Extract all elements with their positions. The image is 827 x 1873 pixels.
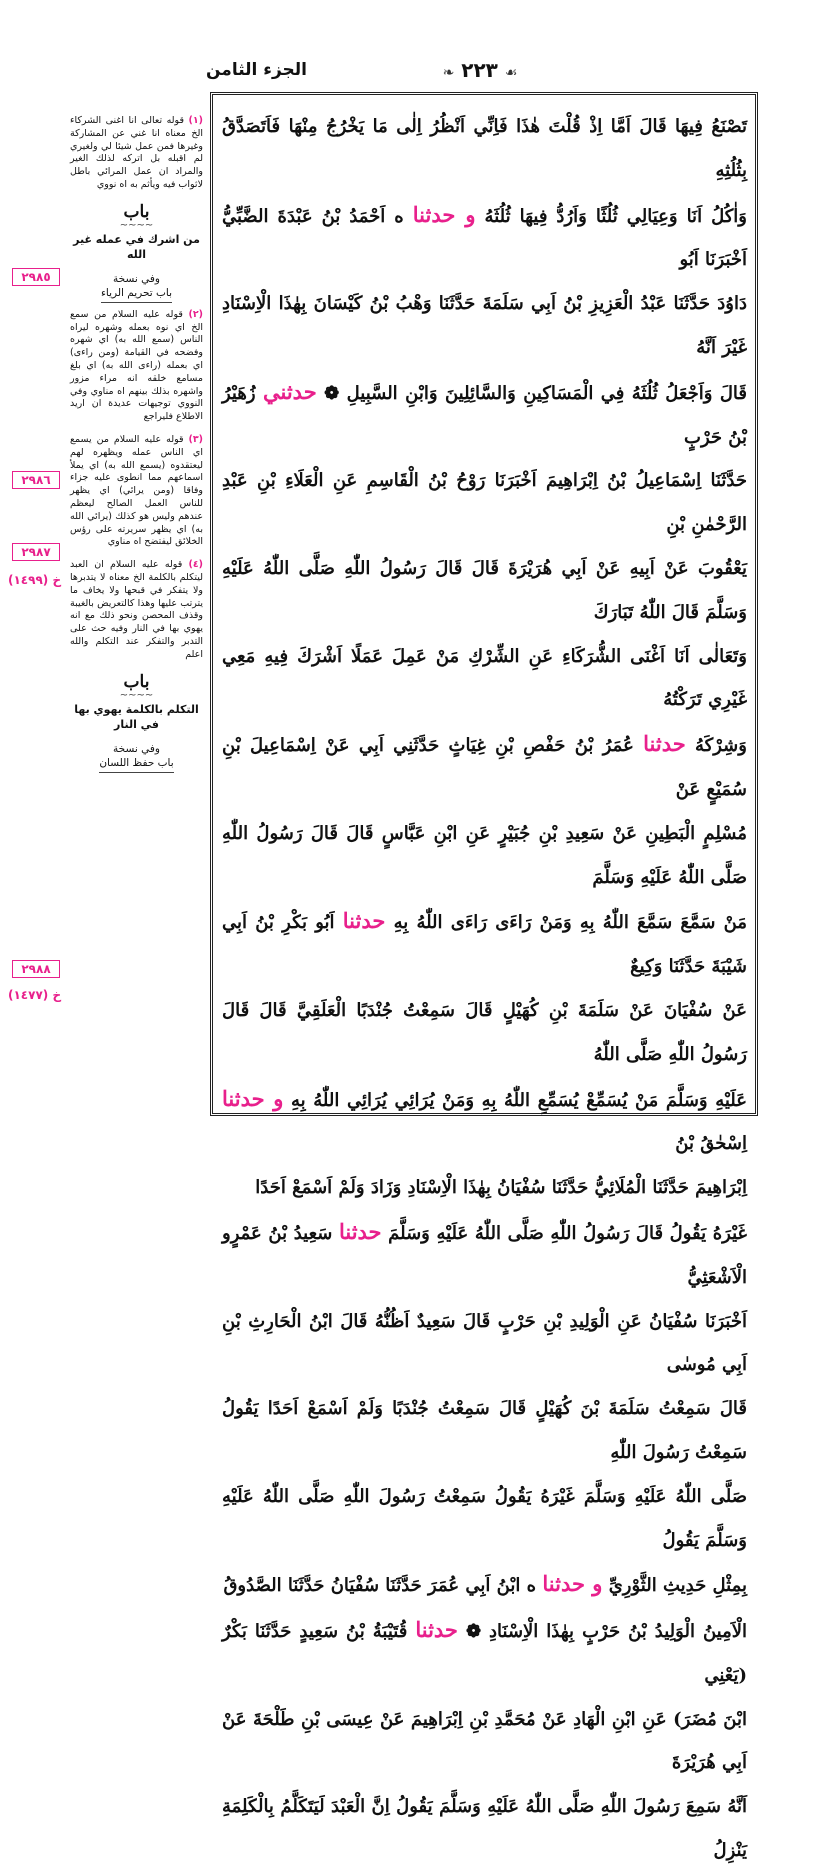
- line-text: اَخْبَرَنَا سُفْيَانُ عَنِ الْوَلِيدِ بْنِ حَرْبٍ قَالَ سَعِيدٌ اَظُنُّهُ قَالَ ابْنُ الْحَارِثِ بْنِ اَبِي مُوسٰى: [222, 1310, 747, 1376]
- footnote-number: (٢): [188, 308, 203, 320]
- text-line: [222, 989, 747, 1077]
- alt-hadith-number: خ (١٤٩٩): [8, 573, 62, 587]
- narration-marker: حدثنا: [338, 1218, 382, 1244]
- line-text: ه اَحْمَدُ بْنُ عَبْدَةَ الضَّبِّيُّ اَخْبَرَنَا اَبُو: [222, 205, 747, 271]
- text-line: [222, 1077, 747, 1167]
- hadith-text: [222, 105, 747, 1873]
- ornament-right-icon: ☙: [504, 65, 518, 81]
- line-text: قَالَ وَاَجْعَلُ ثُلُثَهُ فِي الْمَسَاكِينِ وَالسَّائِلِينَ وَابْنِ السَّبِيلِ ❁: [324, 382, 747, 404]
- footnote-text: قوله تعالى انا اغنى الشركاء الخ معناه انا غني عن المشاركة وغيرها فمن عمل شيئا لي ولغيري لم اقبله بل اتركه لذلك الغير والمراد ان عمل المرائي باطل لاثواب فيه ويأثم به اه نووي: [70, 115, 203, 190]
- text-line: [222, 635, 747, 723]
- alt-label: وفي نسخة: [113, 742, 160, 755]
- hadith-number-box: ٢٩٨٦: [12, 471, 60, 489]
- line-text: اَبُو بَكْرِ بْنُ اَبِي شَيْبَةَ حَدَّثَنَا وَكِيعٌ: [222, 912, 747, 978]
- text-line: [222, 1166, 747, 1210]
- text-line: [222, 1475, 747, 1563]
- text-line: [222, 547, 747, 635]
- bab-heading: باب: [123, 201, 150, 222]
- text-line: [222, 899, 747, 989]
- line-text: وَشِرْكَهُ: [695, 735, 747, 757]
- text-line: [222, 193, 747, 283]
- alt-label: وفي نسخة: [113, 272, 160, 285]
- line-text: عَنْ سُفْيَانَ عَنْ سَلَمَةَ بْنِ كُهَيْلٍ قَالَ سَمِعْتُ جُنْدَبًا الْعَلَقِيَّ قَالَ قَالَ رَسُولُ اللّٰهِ صَلَّى اللّٰهُ: [222, 999, 747, 1065]
- text-line: [222, 105, 747, 193]
- line-text: دَاوُدَ حَدَّثَنَا عَبْدُ الْعَزِيزِ بْنُ اَبِي سَلَمَةَ حَدَّثَنَا وَهْبُ بْنُ كَيْسَانَ بِهٰذَا الْاِسْنَادِ غَيْرَ اَنَّهُ: [222, 293, 747, 358]
- line-text: مَنْ سَمَّعَ سَمَّعَ اللّٰهُ بِهِ وَمَنْ رَاءَى رَاءَى اللّٰهُ بِهِ: [393, 912, 747, 934]
- line-text: بِمِثْلِ حَدِيثِ الثَّوْرِيِّ: [608, 1575, 747, 1597]
- line-text: وَتَعَالٰى اَنَا اَغْنَى الشُّرَكَاءِ عَنِ الشِّرْكِ مَنْ عَمِلَ عَمَلًا اَشْرَكَ فِيهِ مَعِي غَيْرِي تَرَكْتُهُ: [222, 645, 747, 711]
- bab-title: من اشرك في عمله غير الله: [73, 232, 200, 261]
- footnote-number: (١): [188, 115, 203, 126]
- narration-marker: حدثنا: [342, 908, 386, 934]
- narration-marker: حدثني: [263, 378, 317, 404]
- line-text: اَنَّهُ سَمِعَ رَسُولَ اللّٰهِ صَلَّى اللّٰهُ عَلَيْهِ وَسَلَّمَ يَقُولُ اِنَّ الْعَبْدَ لَيَتَكَلَّمُ بِالْكَلِمَةِ يَنْزِلُ: [222, 1796, 747, 1862]
- alt-title: باب تحريم الرياء: [101, 286, 172, 303]
- footnote-number: (٣): [188, 433, 203, 445]
- line-text: يَعْقُوبَ عَنْ اَبِيهِ عَنْ اَبِي هُرَيْرَةَ قَالَ قَالَ رَسُولُ اللّٰهِ صَلَّى اللّٰهُ عَلَيْهِ وَسَلَّمَ قَالَ اللّٰهُ تَبَارَكَ: [222, 557, 747, 623]
- line-text: تَصْنَعُ فِيهَا قَالَ اَمَّا اِذْ قُلْتَ هٰذَا فَاِنِّي اَنْظُرُ اِلٰى مَا يَخْرُجُ مِنْهَا فَاَتَصَدَّقُ بِثُلُثِهِ: [222, 116, 747, 181]
- text-line: [222, 1785, 747, 1873]
- ornament-left-icon: ❧: [442, 65, 455, 81]
- footnote-text: قوله عليه السلام من سمع الخ اي نوه بعمله وشهره ليراه الناس (سمع الله به) اي شهره وفضحه في القيامة (ومن راءى) اي بعمله (راءى الله به) اي بلغ مسامع خلقه انه مراء مزور واشهره بذلك بينهم اه مناوي وفي النووي توجيهات عديدة ان اريد الاطلاع فليراجع: [70, 308, 203, 423]
- text-line: [222, 459, 747, 547]
- line-text: صَلَّى اللّٰهُ عَلَيْهِ وَسَلَّمَ غَيْرَهُ يَقُولُ سَمِعْتُ رَسُولَ اللّٰهِ صَلَّى اللّٰهُ عَلَيْهِ وَسَلَّمَ يَقُولُ: [222, 1485, 747, 1551]
- narration-marker: حدثنا: [415, 1617, 458, 1643]
- line-text: عَلَيْهِ وَسَلَّمَ مَنْ يُسَمِّعْ يُسَمِّعِ اللّٰهُ بِهِ وَمَنْ يُرَائِي يُرَائِي اللّٰهُ بِهِ: [290, 1089, 747, 1111]
- line-text: مُسْلِمٍ الْبَطِينِ عَنْ سَعِيدِ بْنِ جُبَيْرٍ عَنِ ابْنِ عَبَّاسٍ قَالَ قَالَ رَسُولُ اللّٰهِ صَلَّى اللّٰهُ عَلَيْهِ وَسَلَّمَ: [222, 822, 747, 888]
- text-line: [222, 1608, 747, 1698]
- text-line: [222, 282, 747, 370]
- line-text: زُهَيْرُ بْنُ حَرْبٍ: [222, 382, 747, 448]
- hadith-number-box: ٢٩٨٥: [12, 268, 60, 286]
- hadith-number-box: ٢٩٨٧: [12, 543, 60, 561]
- line-text: حَدَّثَنَا اِسْمَاعِيلُ بْنُ اِبْرَاهِيمَ اَخْبَرَنَا رَوْحُ بْنُ الْقَاسِمِ عَنِ الْعَلَاءِ بْنِ عَبْدِ الرَّحْمٰنِ بْنِ: [222, 470, 747, 536]
- line-text: غَيْرَهُ يَقُولُ قَالَ رَسُولُ اللّٰهِ صَلَّى اللّٰهُ عَلَيْهِ وَسَلَّمَ: [388, 1222, 747, 1244]
- part-title: الجزء الثامن: [206, 60, 308, 80]
- section-1: [70, 202, 203, 303]
- text-line: [222, 370, 747, 460]
- divider: ~~~~: [119, 689, 154, 701]
- line-text: الْاَمِينُ الْوَلِيدُ بْنُ حَرْبٍ بِهٰذَا الْاِسْنَادِ ❁: [465, 1621, 747, 1643]
- alt-version: [70, 742, 203, 773]
- line-text: اِسْحٰقُ بْنُ: [675, 1133, 747, 1155]
- footnote-4: [70, 559, 203, 661]
- narration-marker: حدثنا: [643, 731, 686, 757]
- alt-hadith-number: خ (١٤٧٧): [8, 988, 62, 1002]
- line-text: ابْنَ مُضَرَ) عَنِ ابْنِ الْهَادِ عَنْ مُحَمَّدِ بْنِ اِبْرَاهِيمَ عَنْ عِيسَى بْنِ طَلْحَةَ عَنْ اَبِي هُرَيْرَةَ: [222, 1708, 747, 1774]
- line-text: سَعِيدُ بْنُ عَمْرٍو الْاَشْعَثِيُّ: [222, 1222, 747, 1288]
- footnote-2: [70, 309, 203, 424]
- line-text: ه ابْنُ اَبِي عُمَرَ حَدَّثَنَا سُفْيَانُ حَدَّثَنَا الصَّدُوقُ: [223, 1575, 537, 1597]
- line-text: عُمَرُ بْنُ حَفْصِ بْنِ غِيَاثٍ حَدَّثَنِي اَبِي عَنْ اِسْمَاعِيلَ بْنِ سُمَيْعٍ عَنْ: [222, 735, 747, 800]
- section-2: [70, 672, 203, 773]
- narration-marker: و حدثنا: [222, 1085, 284, 1111]
- margin-column: [70, 115, 203, 779]
- hadith-number-box: ٢٩٨٨: [12, 960, 60, 978]
- text-line: [222, 1300, 747, 1388]
- alt-version: [70, 272, 203, 303]
- text-line: [222, 722, 747, 812]
- footnote-1: [70, 115, 203, 192]
- footnote-text: قوله عليه السلام من يسمع اي الناس عمله ويظهره لهم ليعتقدوه (يسمع الله به) اي يملأ اسماعهم مما انطوى عليه جزاء وفاقا (ومن يرائي) اي يظهر للناس العمل الصالح ليعظم عندهم وليس هو كذلك (يرائي الله به) اي يظهر سريرته على رؤس الخلائق ليفتضح اه مناوي: [70, 433, 203, 548]
- alt-title: باب حفظ اللسان: [99, 756, 173, 773]
- footnote-number: (٤): [188, 559, 203, 571]
- narration-marker: و حدثنا: [542, 1571, 603, 1597]
- line-text: اِبْرَاهِيمَ حَدَّثَنَا الْمُلَائِيُّ حَدَّثَنَا سُفْيَانُ بِهٰذَا الْاِسْنَادِ وَزَادَ وَلَمْ اَسْمَعْ اَحَدًا: [255, 1177, 747, 1199]
- bab-title: التكلم بالكلمة يهوي بها في النار: [74, 702, 199, 731]
- text-line: [222, 812, 747, 900]
- text-line: [222, 1562, 747, 1608]
- text-line: [222, 1210, 747, 1300]
- text-line: [222, 1387, 747, 1475]
- page-number: [420, 58, 540, 82]
- footnote-3: [70, 434, 203, 549]
- divider: ~~~~: [119, 219, 154, 231]
- line-text: قَالَ سَمِعْتُ سَلَمَةَ بْنَ كُهَيْلٍ قَالَ سَمِعْتُ جُنْدَبًا وَلَمْ اَسْمَعْ اَحَدًا يَقُولُ سَمِعْتُ رَسُولَ اللّٰهِ: [222, 1398, 747, 1463]
- text-line: [222, 1698, 747, 1786]
- line-text: قُتَيْبَةُ بْنُ سَعِيدٍ حَدَّثَنَا بَكْرٌ (يَعْنِي: [222, 1621, 747, 1686]
- footnote-text: قوله عليه السلام ان العبد ليتكلم بالكلمة الخ معناه لا يتدبرها ولا يتفكر في قبحها ولا يخاف ما يترتب عليها وهذا كالتعريض بالغيبة وقذف المحصن ونحو ذلك مع انه يهوي بها في النار وفيه حث على التدبر والتفكر عند التكلم والله اعلم: [70, 559, 203, 660]
- narration-marker: و حدثنا: [412, 201, 476, 227]
- page-number-value: ٢٢٣: [461, 58, 498, 82]
- line-text: وَاٰكُلُ اَنَا وَعِيَالِي ثُلُثًا وَاَرُدُّ فِيهَا ثُلُثَهُ: [484, 205, 747, 227]
- bab-heading: باب: [123, 671, 150, 692]
